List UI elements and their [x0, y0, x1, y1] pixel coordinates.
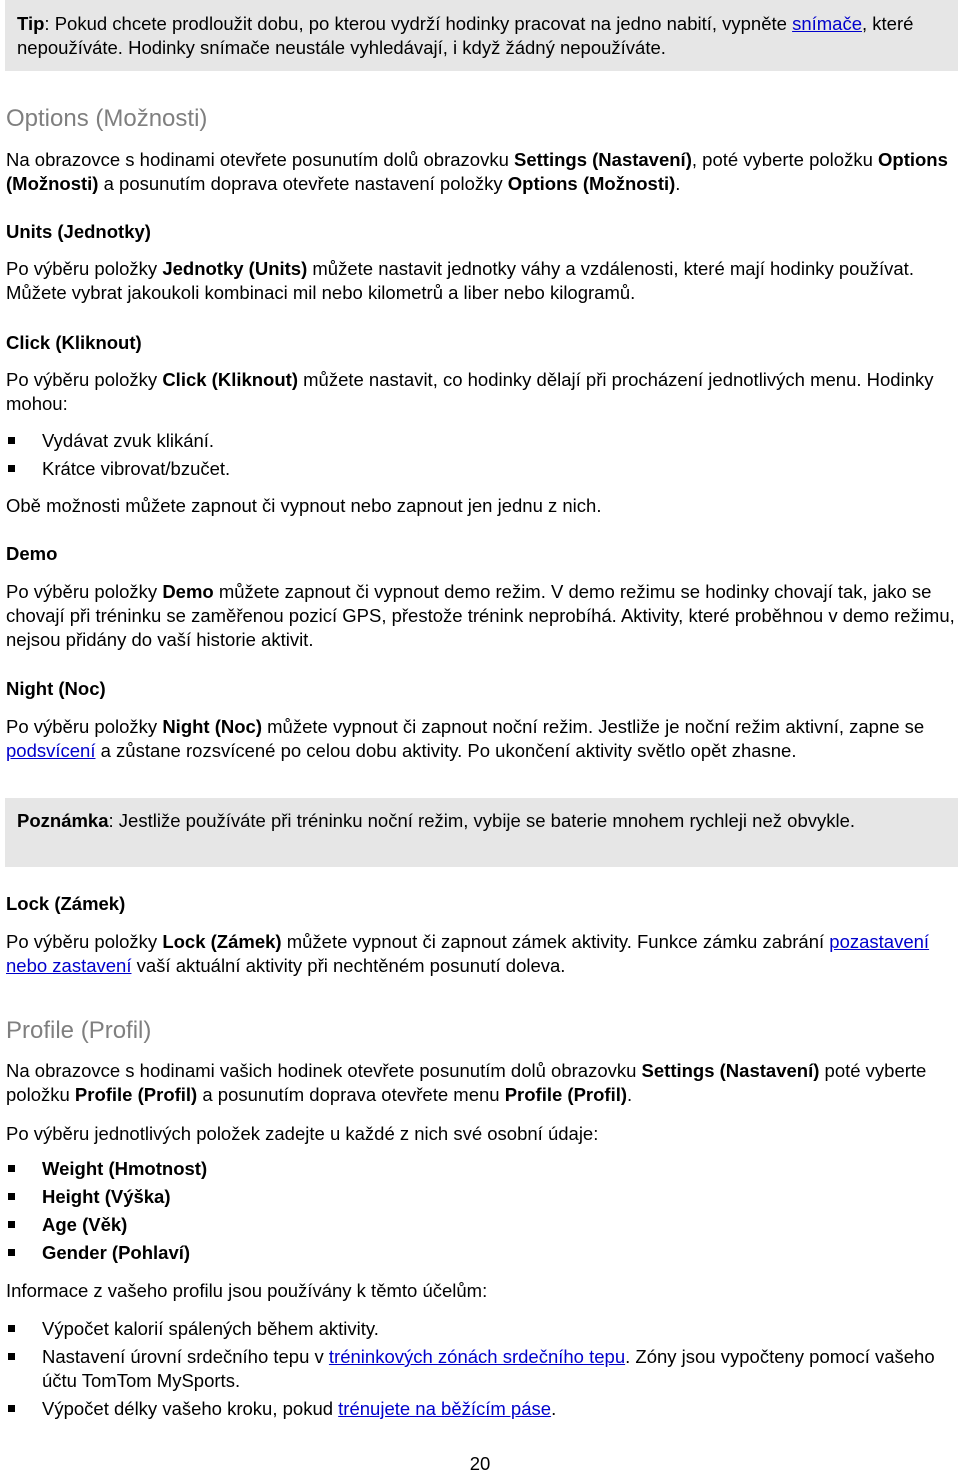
bullet-icon — [8, 1325, 15, 1332]
note-label: Poznámka — [17, 810, 109, 831]
pause-stop-link[interactable]: pozastavení nebo zastavení — [6, 931, 930, 976]
profile-text-3: a posunutím doprava otevřete menu — [197, 1084, 505, 1105]
options-text-4: . — [675, 173, 681, 194]
night-text-2: můžete vypnout či zapnout noční režim. Jestliže je noční režim aktivní, zapne se — [262, 716, 925, 737]
options-text-3: a posunutím doprava otevřete nastavení položky — [98, 173, 508, 194]
list-item-text — [42, 1397, 956, 1421]
list-item — [6, 1317, 956, 1341]
bullet-icon — [8, 437, 15, 444]
heart-rate-zones-link[interactable]: tréninkových zónách srdečního tepu — [328, 1346, 626, 1367]
bullet-icon — [8, 1249, 15, 1256]
use2-text-1: Nastavení úrovní srdečního tepu v — [42, 1346, 329, 1367]
list-item-text: Gender (Pohlaví) — [42, 1242, 191, 1263]
list-item — [6, 1241, 956, 1265]
demo-text-2: můžete zapnout či vypnout demo režim. V demo režimu se hodinky chovají tak, jako se chovají při tréninku se zaměřenou pozicí GPS, přestože trénink neprobíhá. Aktivity, které proběhnou v demo režimu, nejsou přidány do vaší historie aktivit. — [6, 581, 955, 650]
lock-heading: Lock (Zámek) — [6, 893, 126, 914]
tip-text-2: , které nepoužíváte. Hodinky snímače neustále vyhledávají, i když žádný nepoužíváte. — [17, 13, 914, 58]
bullet-icon — [8, 1221, 15, 1228]
night-text-1: Po výběru položky — [6, 716, 163, 737]
night-paragraph — [6, 715, 956, 763]
bullet-icon — [8, 1193, 15, 1200]
units-paragraph — [6, 257, 956, 305]
options-text-1: Na obrazovce s hodinami otevřete posunutím dolů obrazovku — [6, 149, 515, 170]
bullet-icon — [8, 1353, 15, 1360]
profile-intro: Po výběru jednotlivých položek zadejte u každé z nich své osobní údaje: — [6, 1123, 599, 1144]
options-heading: Options (Možnosti) — [6, 105, 208, 132]
list-item — [6, 429, 956, 453]
units-text-2: můžete nastavit jednotky váhy a vzdálenosti, které mají hodinky používat. Můžete vybrat jakoukoli kombinaci mil nebo kilometrů a liber nebo kilogramů. — [6, 258, 914, 303]
lock-paragraph — [6, 930, 956, 978]
options-bold-3: Options (Možnosti) — [507, 173, 676, 194]
bullet-icon — [8, 465, 15, 472]
note-box — [5, 798, 958, 867]
lock-text-1: Po výběru položky — [6, 931, 163, 952]
lock-text-3: vaší aktuální aktivity při nechtěném posunutí doleva. — [131, 955, 566, 976]
list-item-text: Krátce vibrovat/bzučet. — [42, 458, 231, 479]
night-text-3: a zůstane rozsvícené po celou dobu aktivity. Po ukončení aktivity světlo opět zhasne. — [95, 740, 797, 761]
bullet-icon — [8, 1405, 15, 1412]
options-text-2: , poté vyberte položku — [691, 149, 879, 170]
tip-label: Tip — [17, 13, 45, 34]
list-item-text: Height (Výška) — [42, 1186, 171, 1207]
click-text-2: můžete nastavit, co hodinky dělají při procházení jednotlivých menu. Hodinky mohou: — [6, 369, 934, 414]
list-item — [6, 457, 956, 481]
demo-heading: Demo — [6, 543, 58, 564]
options-paragraph — [6, 148, 956, 196]
night-heading: Night (Noc) — [6, 678, 106, 699]
demo-text-1: Po výběru položky — [6, 581, 163, 602]
tip-box — [5, 0, 958, 71]
list-item — [6, 1397, 956, 1421]
list-item-text: Age (Věk) — [42, 1214, 128, 1235]
list-item — [6, 1185, 956, 1209]
list-item-text: Weight (Hmotnost) — [42, 1158, 208, 1179]
profile-text-2: poté vyberte položku — [6, 1060, 927, 1105]
profile-text-1: Na obrazovce s hodinami vašich hodinek otevřete posunutím dolů obrazovku — [6, 1060, 642, 1081]
page-number: 20 — [469, 1453, 491, 1474]
profile-text-4: . — [627, 1084, 633, 1105]
options-bold-2: Options (Možnosti) — [6, 149, 948, 194]
click-text-1: Po výběru položky — [6, 369, 163, 390]
note-text: : Jestliže používáte při tréninku noční režim, vybije se baterie mnohem rychleji než obvykle. — [108, 810, 856, 831]
night-bold-1: Night (Noc) — [162, 716, 262, 737]
backlight-link[interactable]: podsvícení — [6, 740, 96, 761]
list-item — [6, 1213, 956, 1237]
profile-bold-3: Profile (Profil) — [504, 1084, 628, 1105]
units-bold-1: Jednotky (Units) — [162, 258, 308, 279]
demo-paragraph — [6, 580, 956, 652]
lock-text-2: můžete vypnout či zapnout zámek aktivity. Funkce zámku zabrání — [281, 931, 830, 952]
use3-text-1: Výpočet délky vašeho kroku, pokud — [42, 1398, 339, 1419]
sensors-link[interactable]: snímače — [792, 13, 863, 34]
click-after-paragraph: Obě možnosti můžete zapnout či vypnout nebo zapnout jen jednu z nich. — [6, 495, 602, 516]
use3-text-2: . — [551, 1398, 557, 1419]
treadmill-link[interactable]: trénujete na běžícím páse — [338, 1398, 552, 1419]
list-item — [6, 1157, 956, 1181]
use2-text-2: . Zóny jsou vypočteny pomocí vašeho účtu TomTom MySports. — [42, 1346, 935, 1391]
click-bold-1: Click (Kliknout) — [162, 369, 298, 390]
units-text-1: Po výběru položky — [6, 258, 163, 279]
list-item-text — [42, 1345, 956, 1393]
profile-paragraph — [6, 1059, 956, 1107]
profile-heading: Profile (Profil) — [6, 1017, 152, 1044]
profile-usage-intro: Informace z vašeho profilu jsou používány k těmto účelům: — [6, 1280, 488, 1301]
options-bold-1: Settings (Nastavení) — [514, 149, 692, 170]
units-heading: Units (Jednotky) — [6, 221, 151, 242]
list-item — [6, 1345, 956, 1393]
profile-bold-2: Profile (Profil) — [74, 1084, 198, 1105]
bullet-icon — [8, 1165, 15, 1172]
demo-bold-1: Demo — [162, 581, 214, 602]
profile-bold-1: Settings (Nastavení) — [641, 1060, 820, 1081]
list-item-text: Výpočet kalorií spálených během aktivity. — [42, 1318, 379, 1339]
lock-bold-1: Lock (Zámek) — [162, 931, 282, 952]
tip-text-1: : Pokud chcete prodloužit dobu, po kterou vydrží hodinky pracovat na jedno nabití, vypněte — [44, 13, 793, 34]
click-paragraph — [6, 368, 956, 416]
list-item-text: Vydávat zvuk klikání. — [42, 430, 215, 451]
click-heading: Click (Kliknout) — [6, 332, 142, 353]
